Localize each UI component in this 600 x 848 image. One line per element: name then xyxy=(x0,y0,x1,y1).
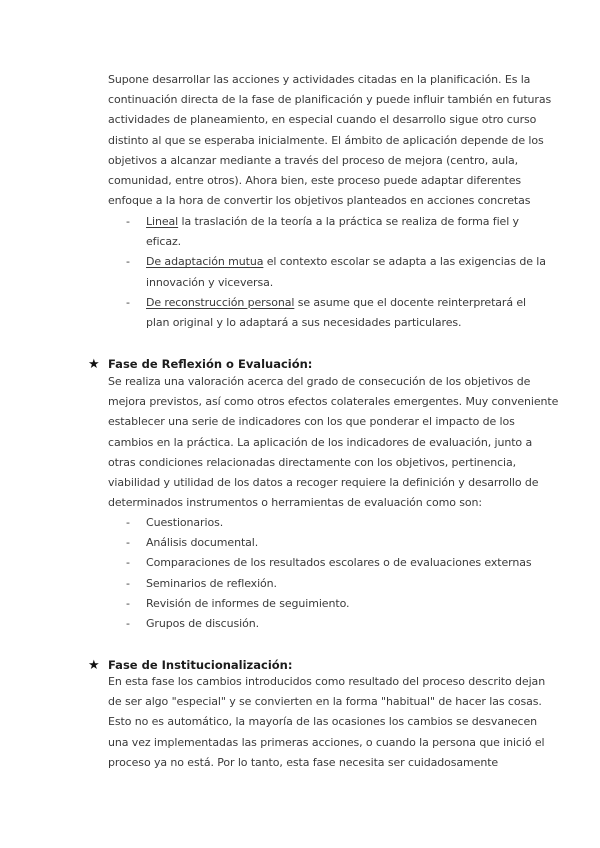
bullet-continuation: innovación y viceversa. xyxy=(146,275,274,289)
bullet-text: se asume que el docente reinterpretará el xyxy=(294,295,527,309)
text-line: de ser algo "especial" y se convierten en la forma "habitual" de hacer las cosas. xyxy=(108,695,542,709)
list-item xyxy=(126,614,526,634)
list-item xyxy=(126,533,526,553)
star-icon: ★ xyxy=(88,658,100,673)
bullet-dash: - xyxy=(126,616,130,630)
list-item xyxy=(126,252,546,292)
text-line: objetivos a alcanzar mediante a través del proceso de mejora (centro, aula, xyxy=(108,153,519,167)
bullet-text: Revisión de informes de seguimiento. xyxy=(146,596,350,610)
text-line: comunidad, entre otros). Ahora bien, este proceso puede adaptar diferentes xyxy=(108,173,522,187)
bullet-text: Grupos de discusión. xyxy=(146,616,259,630)
star-icon: ★ xyxy=(88,357,100,372)
section2-heading xyxy=(88,354,312,374)
section2-bullet-list xyxy=(126,513,532,634)
bullet-dash: - xyxy=(126,556,130,570)
bullet-dash: - xyxy=(126,596,130,610)
section1-bullet-list xyxy=(126,212,546,333)
list-item xyxy=(126,513,526,533)
text-line: Se realiza una valoración acerca del grado de consecución de los objetivos de xyxy=(108,375,531,388)
bullet-text: Análisis documental. xyxy=(146,536,259,550)
bullet-dash: - xyxy=(126,295,130,309)
bullet-term: De adaptación mutua xyxy=(146,255,264,269)
bullet-text: Cuestionarios. xyxy=(146,516,224,529)
bullet-text: el contexto escolar se adapta a las exigencias de la xyxy=(263,255,546,269)
bullet-continuation: plan original y lo adaptará a sus necesidades particulares. xyxy=(146,315,462,329)
section2-paragraph xyxy=(108,372,559,513)
text-line: proceso ya no está. Por lo tanto, esta fase necesita ser cuidadosamente xyxy=(108,755,499,769)
heading-text: Fase de Institucionalización: xyxy=(108,658,293,672)
text-line: distinto al que se esperaba inicialmente. El ámbito de aplicación depende de los xyxy=(108,133,544,147)
text-line: una vez implementadas las primeras acciones, o cuando la persona que inició el xyxy=(108,735,545,749)
list-item xyxy=(126,594,526,614)
bullet-text: la traslación de la teoría a la práctica se realiza de forma fiel y xyxy=(178,215,519,228)
text-line: En esta fase los cambios introducidos como resultado del proceso descrito dejan xyxy=(108,675,546,688)
section1-paragraph xyxy=(108,70,552,211)
text-line: viabilidad y utilidad de los datos a recoger requiere la definición y desarrollo de xyxy=(108,475,539,489)
text-line: establecer una serie de indicadores con los que ponderar el impacto de los xyxy=(108,415,515,429)
bullet-dash: - xyxy=(126,536,130,550)
bullet-text: Comparaciones de los resultados escolares o de evaluaciones externas xyxy=(146,556,532,570)
text-line: determinados instrumentos o herramientas de evaluación como son: xyxy=(108,496,483,510)
bullet-continuation: eficaz. xyxy=(146,235,182,249)
list-item xyxy=(126,212,526,252)
text-line: cambios en la práctica. La aplicación de los indicadores de evaluación, junto a xyxy=(108,435,533,449)
text-line: Supone desarrollar las acciones y actividades citadas en la planificación. Es la xyxy=(108,73,531,86)
list-item xyxy=(126,574,526,594)
bullet-dash: - xyxy=(126,215,130,228)
bullet-term: De reconstrucción personal xyxy=(146,295,295,309)
text-line: Esto no es automático, la mayoría de las ocasiones los cambios se desvanecen xyxy=(108,715,538,729)
list-item xyxy=(126,293,526,333)
text-line: enfoque a la hora de convertir los objetivos planteados en acciones concretas xyxy=(108,194,531,208)
bullet-text: Seminarios de reflexión. xyxy=(146,576,277,590)
text-line: mejora previstos, así como otros efectos colaterales emergentes. Muy conveniente xyxy=(108,395,559,409)
bullet-dash: - xyxy=(126,516,130,529)
heading-text: Fase de Reflexión o Evaluación: xyxy=(108,357,313,371)
bullet-dash: - xyxy=(126,255,130,269)
text-line: actividades de planeamiento, en especial cuando el desarrollo sigue otro curso xyxy=(108,113,537,127)
text-line: otras condiciones relacionadas directamente con los objetivos, pertinencia, xyxy=(108,455,517,469)
section3-paragraph xyxy=(108,672,546,773)
list-item xyxy=(126,553,532,573)
bullet-dash: - xyxy=(126,576,130,590)
bullet-term: Lineal xyxy=(146,215,179,228)
text-line: continuación directa de la fase de planificación y puede influir también en futuras xyxy=(108,93,552,107)
